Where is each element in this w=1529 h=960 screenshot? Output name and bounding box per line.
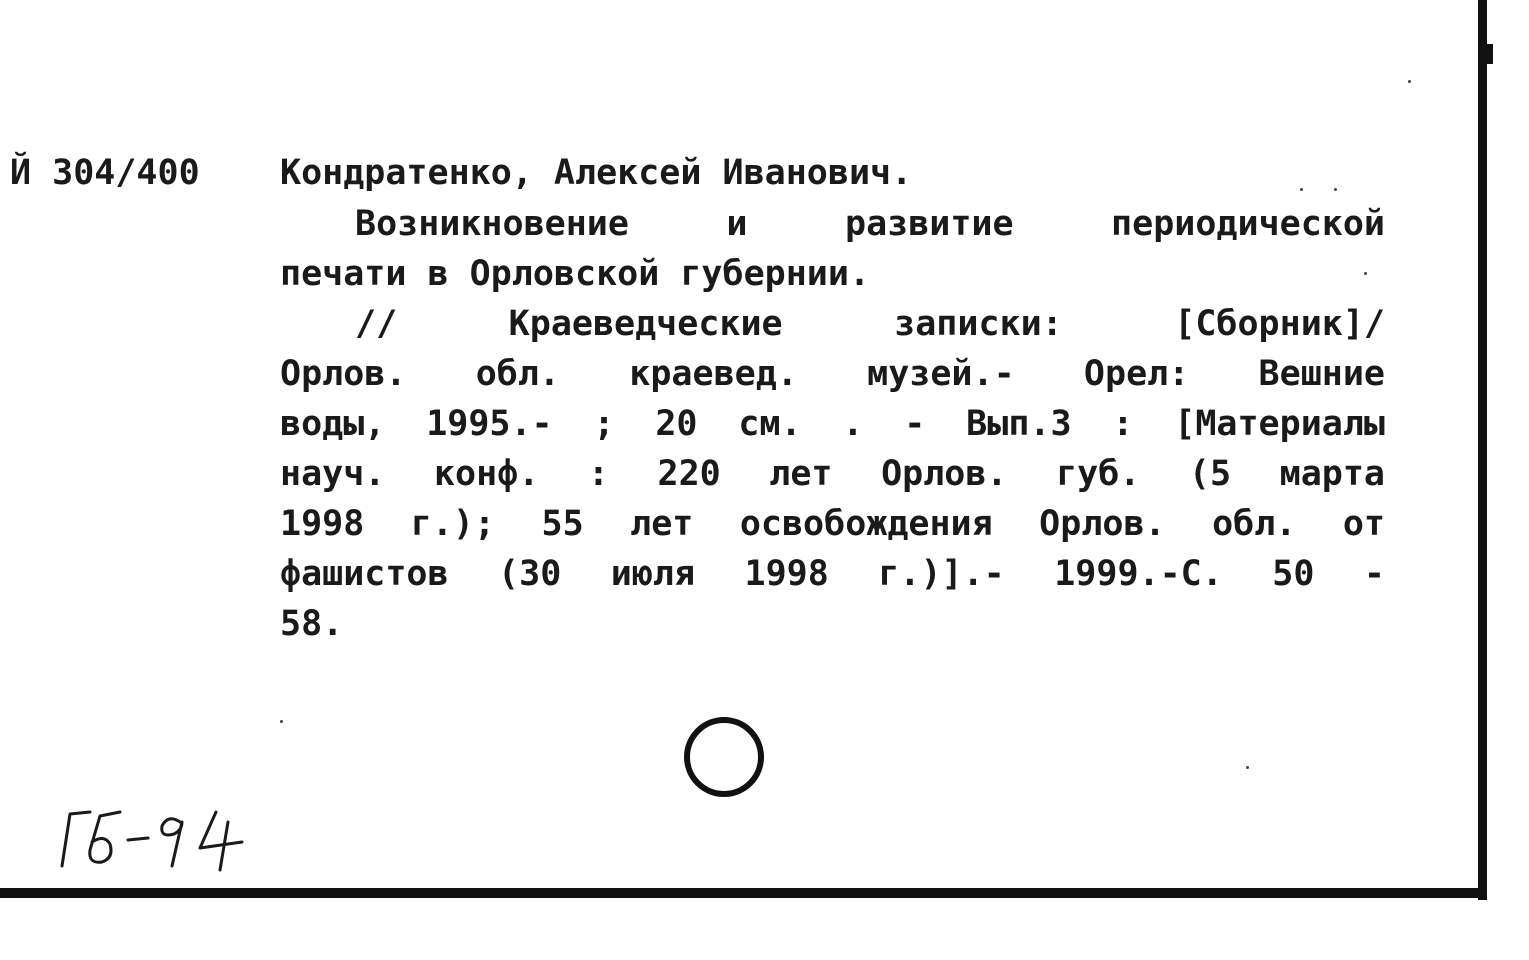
handwritten-shelf-code <box>48 800 258 875</box>
source-line-4: науч. конф. : 220 лет Орлов. губ. (5 марта <box>280 454 1385 494</box>
source-line-2: Орлов. обл. краевед. музей.- Орел: Вешние <box>280 354 1385 394</box>
author-heading: Кондратенко, Алексей Иванович. <box>280 153 913 193</box>
card-border-right <box>1478 0 1487 900</box>
scan-speck <box>1246 766 1249 769</box>
call-number: Й 304/400 <box>10 153 200 193</box>
source-line-1: // Краеведческие записки: [Сборник]/ <box>355 304 1385 344</box>
source-line-5: 1998 г.); 55 лет освобождения Орлов. обл. от <box>280 504 1385 544</box>
card-punch-hole <box>684 717 764 797</box>
handwritten-shelf-code-drawing <box>48 800 258 875</box>
source-line-7: 58. <box>280 604 344 644</box>
card-border-notch <box>1485 44 1493 64</box>
source-line-3: воды, 1995.- ; 20 см. . - Вып.3 : [Материалы <box>280 404 1385 444</box>
scan-speck <box>1334 188 1337 191</box>
scan-speck <box>1408 80 1411 83</box>
scan-speck <box>280 720 283 723</box>
scan-speck <box>1364 272 1367 275</box>
card-border-bottom <box>0 888 1487 898</box>
title-line-1: Возникновение и развитие периодической <box>355 204 1385 244</box>
source-line-6: фашистов (30 июля 1998 г.)].- 1999.-С. 50 - <box>280 554 1385 594</box>
title-line-2: печати в Орловской губернии. <box>280 254 871 294</box>
scan-speck <box>1300 188 1303 191</box>
